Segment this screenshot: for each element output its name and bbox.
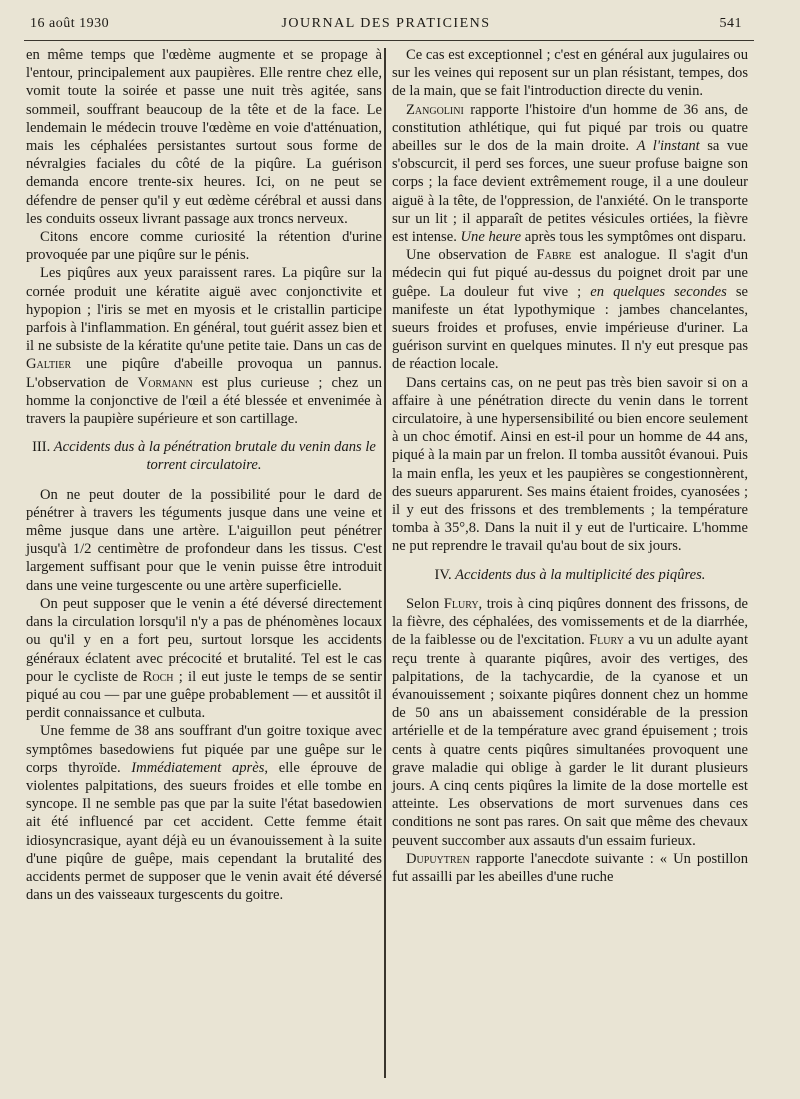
header-journal-title: JOURNAL DES PRATICIENS [281,16,491,31]
text: Les piqûres aux yeux paraissent rares. La piqûre sur la cornée produit une kératite aiguë avec conjonctivite et hypopion ; l'iris se met en myosis et le cristallin participe parfois à l'inflammation. En général, tout guérit assez bien et il ne subsiste de la kératite qu'une petite taie. Dans un cas de [26,265,382,355]
text: a vu un adulte ayant reçu trente à quarante piqûres, avoir des vertiges, des palpitations, de la tachycardie, de la cyanose et un évanouissement ; soixante piqûres donnent chez un homme de 50 ans un abaissement considérable de la pression artérielle et de la température avec grand épuisement ; trois cents à quatre cents piqûres simultanées provoquent une grave maladie qui oblige à garder le lit durant plusieurs jours. A cinq cents piqûres la limite de la dose mortelle est atteinte. Les observations de mort survenues dans ces conditions ne sont pas rares. On sait que même des chevaux peuvent succomber aux assauts d'un essaim furieux. [392,632,748,849]
text: une piqûre d'abeille provoqua un pannus. L'observation de [26,356,382,391]
author-name: Galtier [26,356,72,373]
header-rule [24,40,754,41]
text: , elle éprouve de violentes palpitations, des sueurs froides et elle tombe en syncope. Il ne semble pas que par la suite l'état basedowien ait été influencé par cet accident. Cette femme était idiosyncrasique, ayant déjà eu un évanouissement à la suite d'une piqûre de guêpe, mais cependant la brutalité des accidents permet de supposer que le venin avait été déversé dans un des vaisseaux turgescents du goitre. [26,759,382,904]
paragraph [26,595,382,722]
paragraph [392,595,748,850]
text: , trois à cinq piqûres donnent des frissons, de la fièvre, des céphalées, des vomissements et de la diarrhée, de la faiblesse ou de l'excitation. [392,595,748,649]
paragraph [392,850,748,886]
italic-text: Une heure [460,229,522,246]
text: On peut supposer que le venin a été déversé directement dans la circulation lorsqu'il n'y a pas de phénomènes locaux ou qu'il y en a fort peu, surtout lorsque les accidents généraux éclatent avec précocité et brutalité. Tel est le cas pour le cycliste de [26,595,382,685]
header-page-number: 541 [719,16,742,31]
paragraph: en même temps que l'œdème augmente et se propage à l'entour, principalement aux paupières. Elle rentre chez elle, vomit toute la soirée et passe une nuit très agitée, sans sommeil, souffrant beaucoup de la tête et de la face. Le lendemain le médecin trouve l'œdème en voie d'atténuation, mais les céphalées persistantes surtout sous forme de névralgies faciales du côté de la piqûre. La guérison demanda encore trente-six heures. Ici, on ne peut se défendre de penser qu'il y eut œdème cérébral et aussi dans les conduits osseux livrant passage aux troncs nerveux. [26,47,382,227]
section-title: Accidents dus à la multiplicité des piqûres. [455,566,706,583]
text: sa vue s'obscurcit, il perd ses forces, une sueur profuse baigne son corps ; la face devient extrêmement rouge, il a une douleur aiguë à la tête, de l'oppression, de l'anxiété. On le transporte sur un lit ; il apparaît de petites vésicules ortiées, la fièvre est intense. [392,138,749,246]
header-date: 16 août 1930 [30,16,110,31]
section-title: Accidents dus à la pénétration brutale du venin dans le torrent circulatoire. [53,439,376,474]
section-heading [26,438,382,474]
author-name: Zangolini [406,101,464,118]
paragraph [26,722,382,904]
paragraph: Dans certains cas, on ne peut pas très bien savoir si on a affaire à une pénétration directe du venin dans le torrent circulatoire, à une hypersensibilité ou bien encore seulement à un choc émotif. Ainsi en est-il pour un homme de 44 ans, piqué à la main par un frelon. Il tomba aussitôt évanoui. Puis la main enfla, les yeux et les paupières se congestionnèrent, des sueurs apparurent. Ses mains étaient froides, cyanosées ; il y eut des frissons et des tremblements ; la température tomba à 35°,8. Dans la nuit il y eut de l'urticaire. L'homme ne put reprendre le travail qu'au bout de six jours. [392,374,748,555]
author-name: Flury [443,595,479,612]
text: ; il eut juste le temps de se sentir piqué au cou — par une guêpe probablement — et aussitôt il perdit connaissance et culbuta. [26,668,382,722]
italic-text: A l'instant [636,138,700,155]
section-heading [392,566,748,584]
author-name: Vormann [137,374,193,391]
paragraph [392,101,748,247]
paragraph [392,246,748,373]
author-name: Roch [142,668,174,685]
author-name: Flury [589,632,624,649]
text: Selon [406,595,444,612]
text: est plus curieuse ; chez un homme la conjonctive de l'œil a été blessée et envenimée à travers la paupière supérieure et son cartillage. [26,374,382,428]
text: Une femme de 38 ans souffrant d'un goitre toxique avec symptômes basedowiens fut piquée par une guêpe sur le corps thyroïde. [26,723,382,776]
text: rapporte l'anecdote suivante : « Un postillon fut assailli par les abeilles d'une ruche [392,850,748,885]
italic-text: en quelques secondes [590,283,727,300]
italic-text: Immédiatement après [131,759,265,776]
text: après tous les symptômes ont disparu. [521,229,747,246]
paragraph [26,264,382,428]
text: est analogue. Il s'agit d'un médecin qui fut piqué au-dessus du poignet droit par une guêpe. La douleur fut vive ; [392,247,748,300]
author-name: Dupuytren [406,850,470,867]
text: se manifeste un état lypothymique : jambes chancelantes, sueurs froides et profuses, envie impérieuse d'uriner. La guérison survint en quelques minutes. Il n'y eut presque pas de réaction locale. [392,283,748,373]
left-column [26,46,382,904]
text: Une observation de [406,247,537,264]
section-number: IV. [434,566,452,583]
paragraph: On ne peut douter de la possibilité pour le dard de pénétrer à travers les téguments jusque dans une veine et même jusque dans une artère. L'aiguillon peut pénétrer jusqu'à 1/2 centimètre de profondeur dans les tissus. C'est largement suffisant pour que le venin puisse être introduit dans une veine turgescente ou une artère superficielle. [26,486,382,594]
text: rapporte l'histoire d'un homme de 36 ans, de constitution athlétique, qui fut piqué par trois ou quatre abeilles sur le dos de la main droite. [392,101,748,155]
author-name: Fabre [536,247,572,264]
paragraph: Ce cas est exceptionnel ; c'est en général aux jugulaires ou sur les veines qui reposent sur un plan résistant, tempes, dos de la main, que se fait l'introduction directe du venin. [392,47,748,100]
paragraph: Citons encore comme curiosité la rétention d'urine provoquée par une piqûre sur le pénis. [26,229,382,264]
column-divider [384,48,386,1078]
right-column [392,46,748,886]
page-header [30,14,742,40]
section-number: III. [32,439,51,456]
